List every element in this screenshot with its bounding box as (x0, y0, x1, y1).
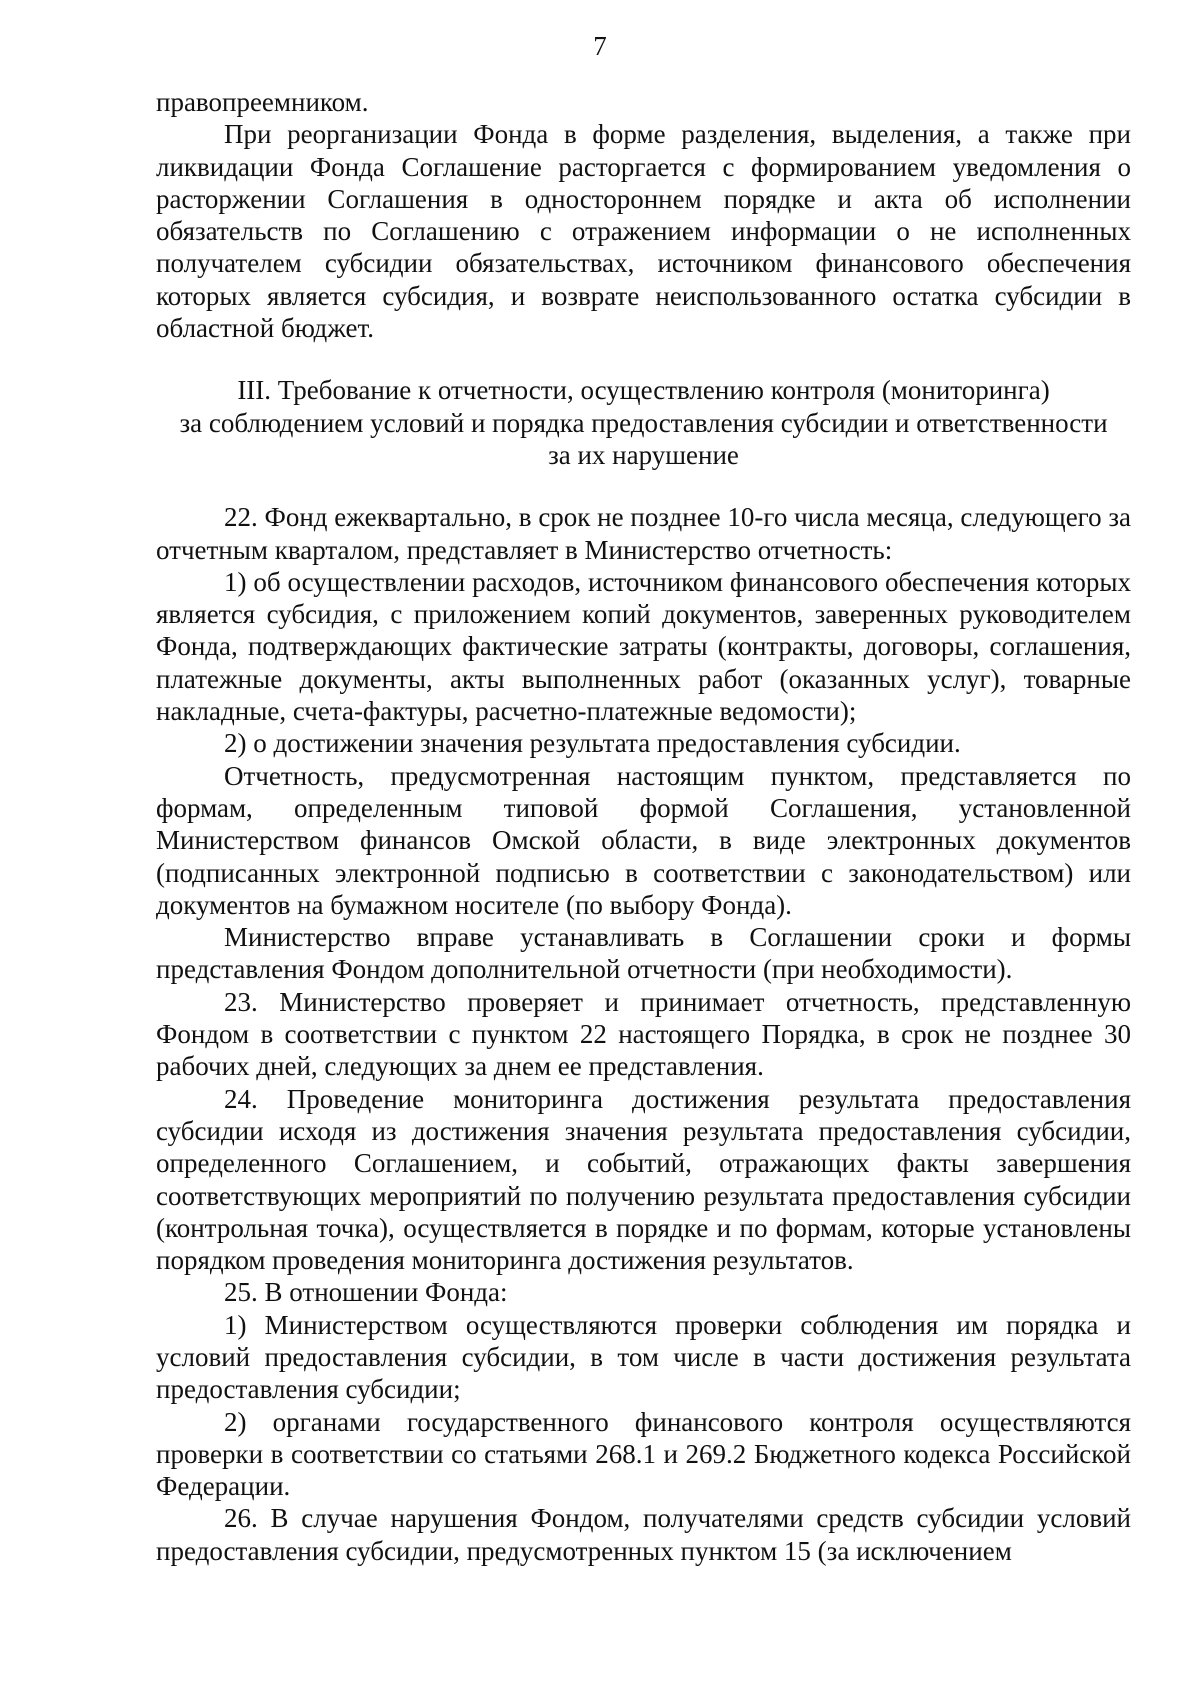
paragraph-23: 23. Министерство проверяет и принимает отчетность, представленную Фондом в соответствии с пунктом 22 настоящего Порядка, в срок не позднее 30 рабочих дней, следующих за днем ее представления. (156, 986, 1131, 1082)
section-heading-line-2: за соблюдением условий и порядка предоставления субсидии и ответственности (179, 407, 1108, 438)
paragraph: Отчетность, предусмотренная настоящим пунктом, представляется по формам, определенным типовой формой Соглашения, установленной Министерством финансов Омской области, в виде электронных документов (подписанных электронной подписью в соответствии с законодательством) или документов на бумажном носителе (по выбору Фонда). (156, 760, 1131, 920)
paragraph-22: 22. Фонд ежеквартально, в срок не позднее 10-го числа месяца, следующего за отчетным кварталом, представляет в Министерство отчетность: (156, 502, 1131, 565)
paragraph: При реорганизации Фонда в форме разделения, выделения, а также при ликвидации Фонда Соглашение расторгается с формированием уведомления о расторжении Соглашения в одностороннем порядке и акта об исполнении обязательств по Соглашению с отражением информации о не исполненных получателем субсидии обязательствах, источником финансового обеспечения которых является субсидия, и возврате неиспользованного остатка субсидии в областной бюджет. (156, 119, 1131, 344)
paragraph-24: 24. Проведение мониторинга достижения результата предоставления субсидии исходя из достижения значения результата предоставления субсидии, определенного Соглашением, и событий, отражающих факты завершения соответствующих мероприятий по получению результата предоставления субсидии (контрольная точка), осуществляется в порядке и по формам, которые установлены порядком проведения мониторинга достижения результатов. (156, 1083, 1131, 1276)
document-body (156, 86, 1131, 1567)
spacer (156, 471, 1131, 501)
paragraph-22-item-2: 2) о достижении значения результата предоставления субсидии. (224, 728, 961, 759)
paragraph-25-item-1: 1) Министерством осуществляются проверки соблюдения им порядка и условий предоставления субсидии, в том числе в части достижения результата предоставления субсидии; (156, 1309, 1131, 1405)
section-heading-line-3: за их нарушение (548, 439, 739, 470)
paragraph-22-item-1: 1) об осуществлении расходов, источником финансового обеспечения которых является субсидия, с приложением копий документов, заверенных руководителем Фонда, подтверждающих фактические затраты (контракты, договоры, соглашения, платежные документы, акты выполненных работ (оказанных услуг), товарные накладные, счета-фактуры, расчетно-платежные ведомости); (156, 566, 1131, 727)
paragraph-25-item-2: 2) органами государственного финансового контроля осуществляются проверки в соответствии со статьями 268.1 и 269.2 Бюджетного кодекса Российской Федерации. (156, 1406, 1131, 1502)
section-heading (156, 374, 1131, 471)
paragraph: Министерство вправе устанавливать в Соглашении сроки и формы представления Фондом дополнительной отчетности (при необходимости). (156, 922, 1131, 985)
paragraph-25: 25. В отношении Фонда: (224, 1277, 508, 1308)
page-number: 7 (593, 31, 607, 61)
paragraph-26: 26. В случае нарушения Фондом, получателями средств субсидии условий предоставления субсидии, предусмотренных пунктом 15 (за исключением (156, 1503, 1131, 1566)
section-heading-line-1: III. Требование к отчетности, осуществлению контроля (мониторинга) (237, 375, 1050, 406)
paragraph: правопреемником. (156, 87, 369, 117)
spacer (156, 344, 1131, 374)
